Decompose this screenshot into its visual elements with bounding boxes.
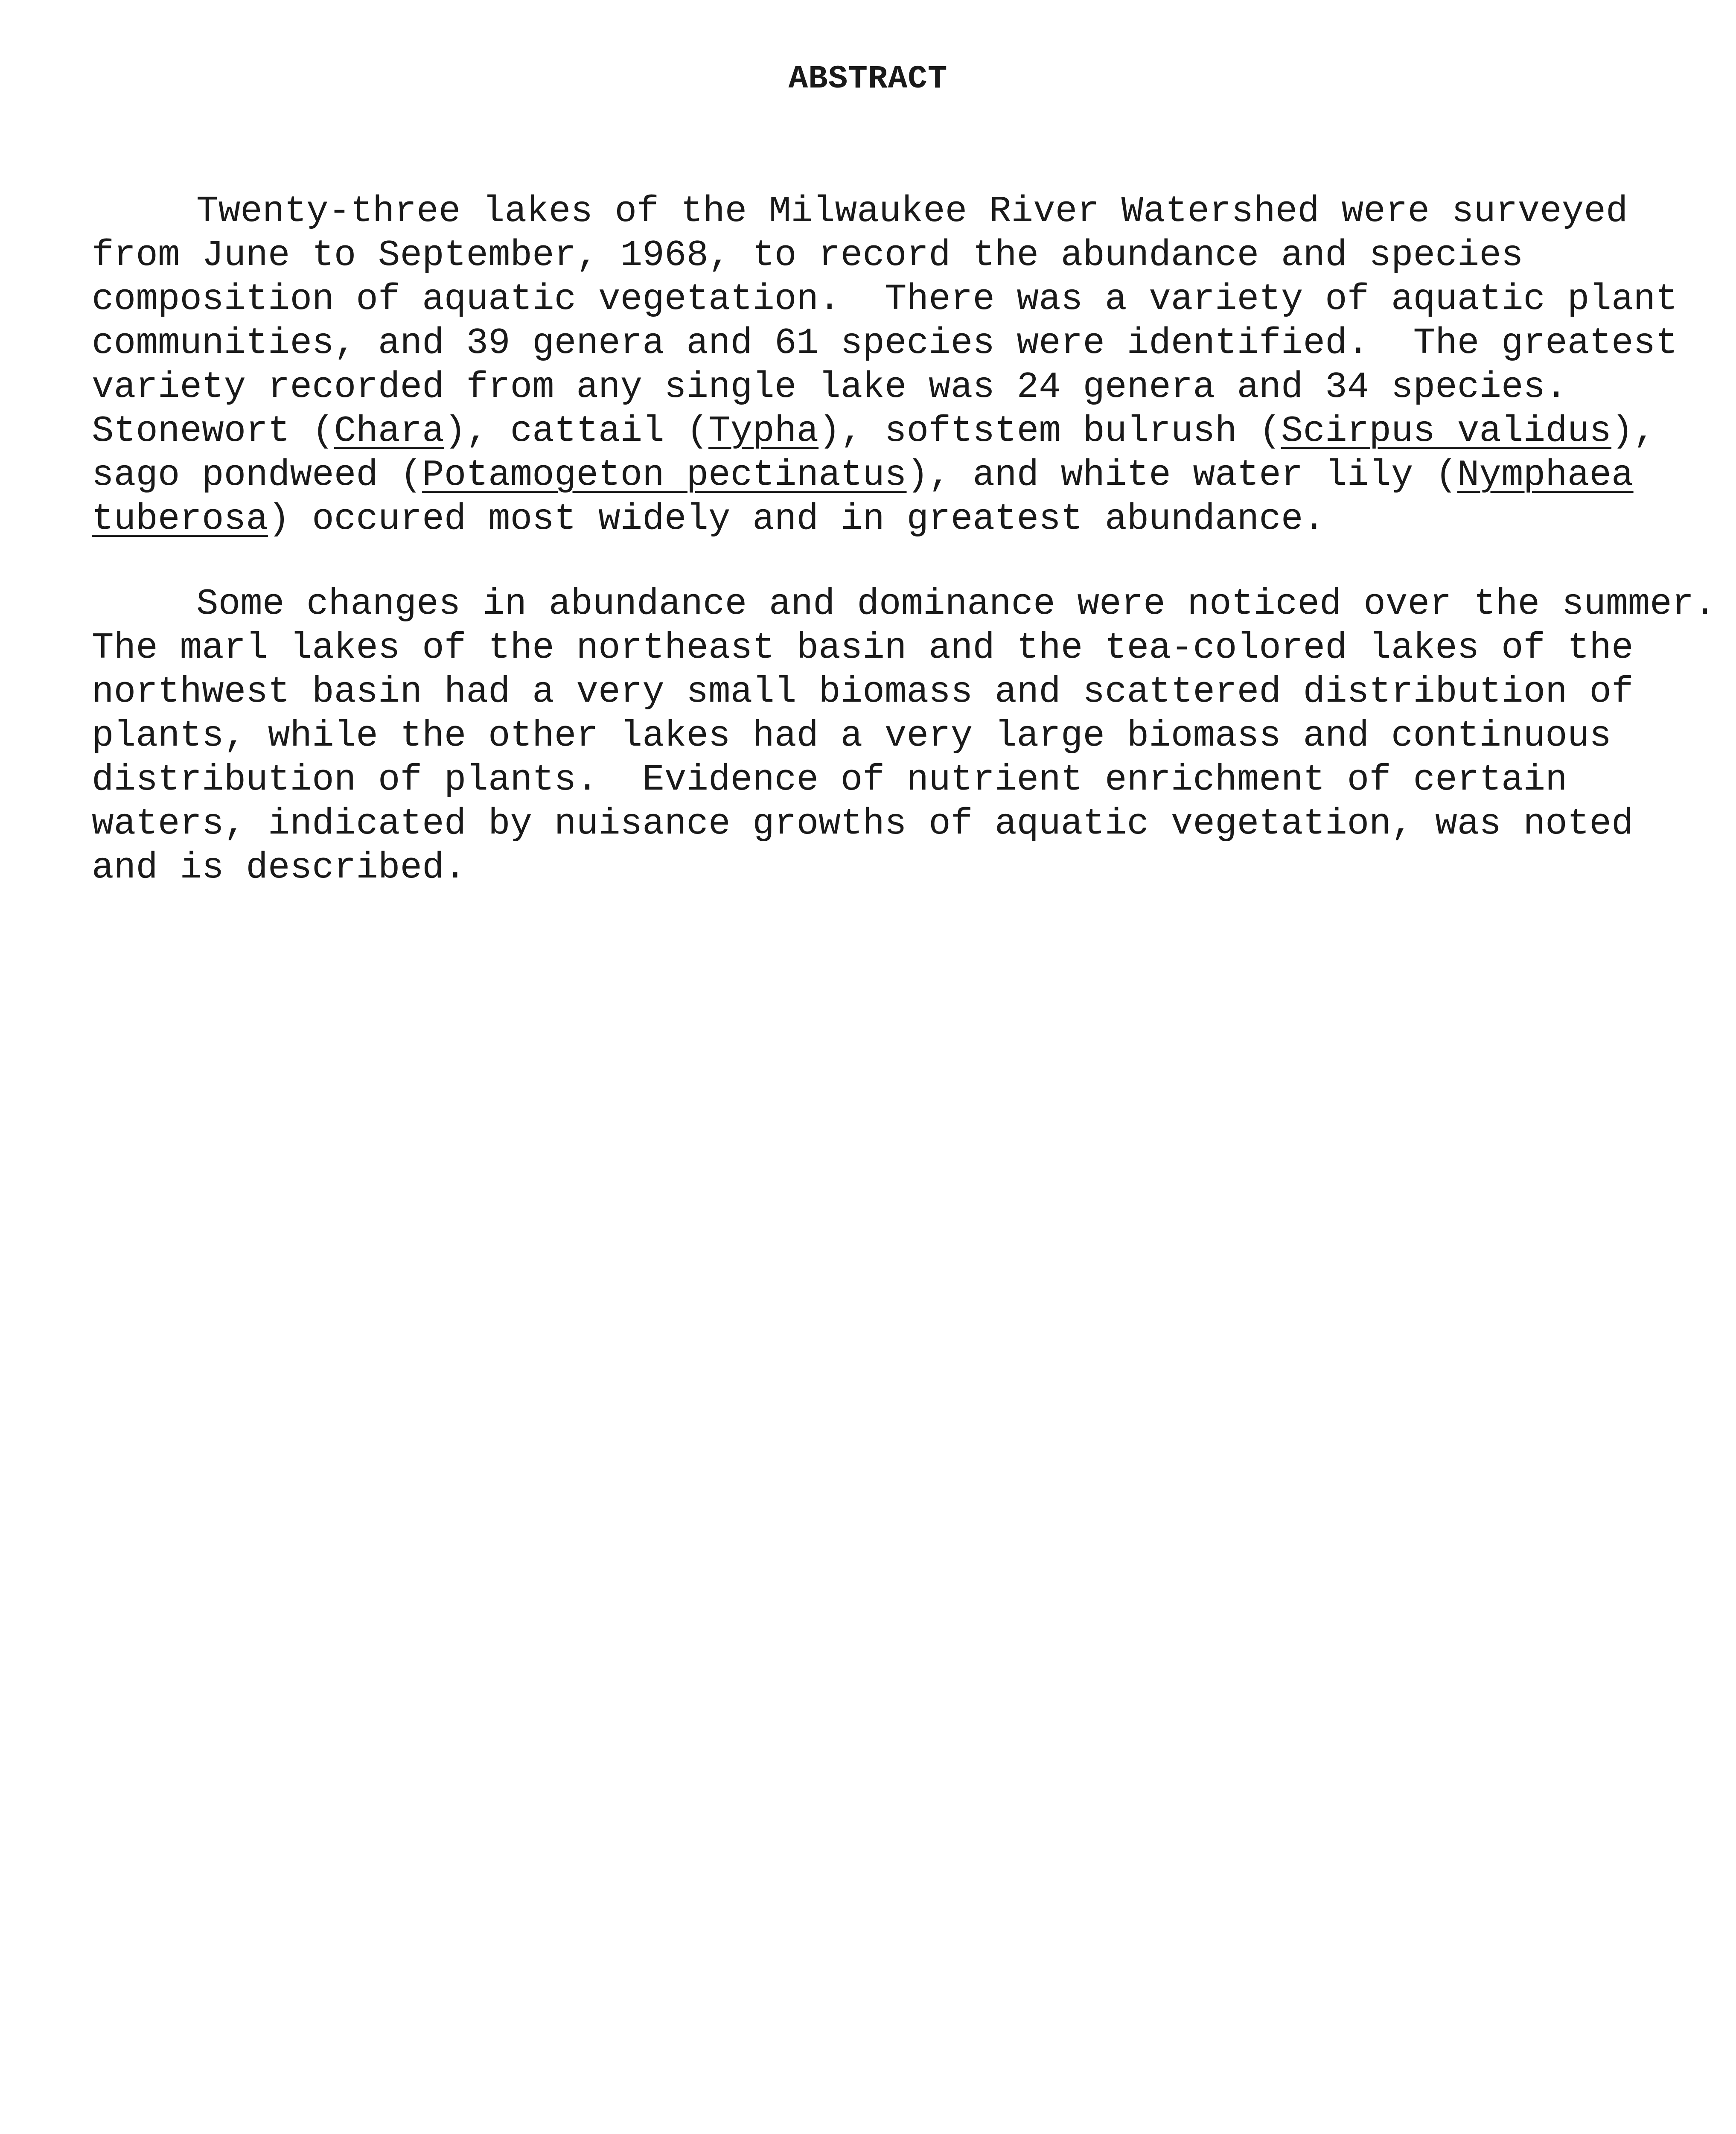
text-run: ), and white water lily ( — [906, 454, 1457, 496]
text-line: waters, indicated by nuisance growths of aquatic vegetation, was noted — [92, 803, 1634, 845]
species-name-chara: Chara — [334, 410, 444, 452]
text-line: variety recorded from any single lake was 24 genera and 34 species. — [92, 366, 1567, 408]
species-name-tuberosa: tuberosa — [92, 498, 268, 540]
text-line: distribution of plants. Evidence of nutrient enrichment of certain — [92, 759, 1567, 801]
species-name-potamogeton-pectinatus: Potamogeton pectinatus — [422, 454, 907, 496]
text-run: ), cattail ( — [444, 410, 709, 452]
text-line: The marl lakes of the northeast basin and the tea-colored lakes of the — [92, 627, 1634, 669]
text-line — [92, 498, 1325, 540]
text-run: sago pondweed ( — [92, 454, 422, 496]
species-name-nymphaea: Nymphaea — [1457, 454, 1634, 496]
text-line: and is described. — [92, 847, 466, 889]
text-run: ), — [1611, 410, 1656, 452]
text-run: ) occured most widely and in greatest abundance. — [268, 498, 1325, 540]
species-name-typha: Typha — [708, 410, 819, 452]
text-line: Some changes in abundance and dominance were noticed over the summer. — [196, 583, 1716, 625]
text-run: Stonewort ( — [92, 410, 334, 452]
text-line: plants, while the other lakes had a very large biomass and continuous — [92, 715, 1611, 757]
abstract-heading: ABSTRACT — [788, 61, 948, 97]
text-line: northwest basin had a very small biomass and scattered distribution of — [92, 671, 1634, 713]
text-line: from June to September, 1968, to record the abundance and species — [92, 234, 1523, 276]
text-line: communities, and 39 genera and 61 species were identified. The greatest — [92, 322, 1678, 364]
text-run: ), softstem bulrush ( — [818, 410, 1281, 452]
species-name-scirpus-validus: Scirpus validus — [1281, 410, 1612, 452]
text-line: composition of aquatic vegetation. There was a variety of aquatic plant — [92, 278, 1678, 320]
text-line — [92, 454, 1634, 496]
text-line: Twenty-three lakes of the Milwaukee River Watershed were surveyed — [196, 190, 1628, 232]
text-line — [92, 410, 1655, 452]
